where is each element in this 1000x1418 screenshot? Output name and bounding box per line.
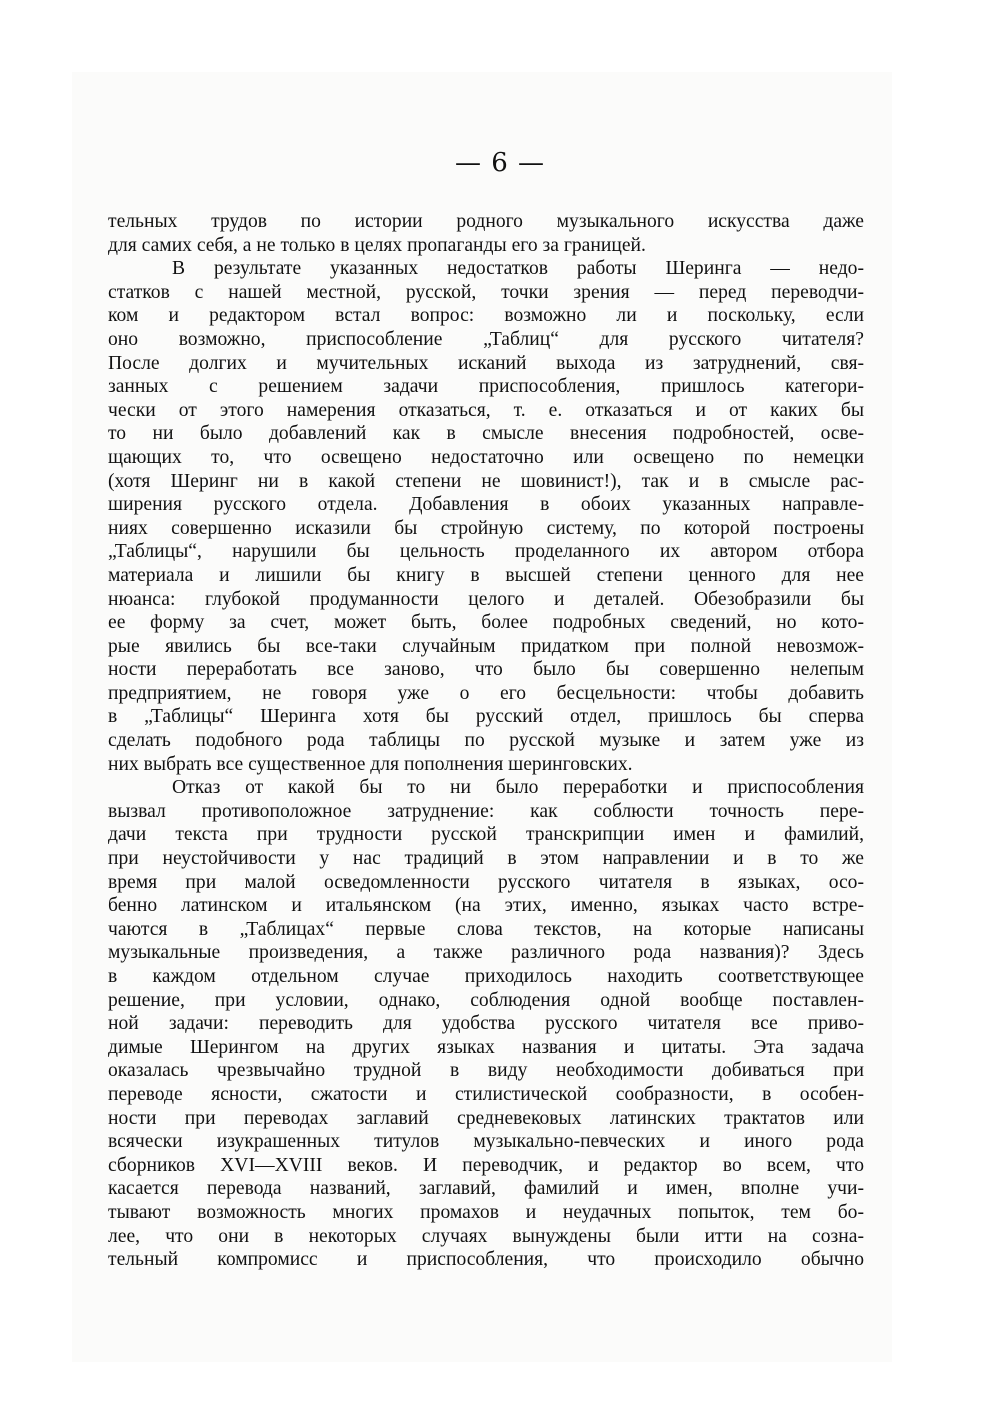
text-line: ниях совершенно исказили бы стройную систему, по которой построены <box>108 517 864 539</box>
text-line: чаются в „Таблицах“ первые слова текстов, на которые написаны <box>108 918 864 940</box>
text-line: то ни было добавлений как в смысле внесения подробностей, осве- <box>108 423 864 445</box>
text-line: вызвал противоположное затруднение: как соблюсти точность пере- <box>108 800 864 822</box>
text-line: предприятием, не говоря уже о его бесцельности: чтобы добавить <box>108 682 864 704</box>
text-line: ности переработать все заново, что было бы совершенно нелепым <box>108 659 864 681</box>
text-line: нюанса: глубокой продуманности целого и деталей. Обезобразили бы <box>108 588 864 610</box>
paragraph-first-line: В результате указанных недостатков работы Шеринга — недо- <box>172 258 864 280</box>
text-line: сделать подобного рода таблицы по русской музыке и затем уже из <box>108 730 864 752</box>
text-line: тывают возможность многих промахов и неудачных попыток, тем бо- <box>108 1201 864 1223</box>
text-line: статков с нашей местной, русской, точки зрения — перед переводчи- <box>108 281 864 303</box>
text-line: ности при переводах заглавий средневековых латинских трактатов или <box>108 1107 864 1129</box>
paragraph-first-line: Отказ от какой бы то ни было переработки и приспособления <box>172 777 864 799</box>
text-line: касается перевода названий, заглавий, фамилий и имен, вполне учи- <box>108 1178 864 1200</box>
text-line: ком и редактором встал вопрос: возможно ли и поскольку, если <box>108 305 864 327</box>
text-line: занных с решением задачи приспособления, пришлось категори- <box>108 376 864 398</box>
text-line: щающих то, что освещено недостаточно или освещено по немецки <box>108 446 864 468</box>
text-line: оказалась чрезвычайно трудной в виду необходимости добиваться при <box>108 1060 864 1082</box>
text-line: тельных трудов по истории родного музыкального искусства даже <box>108 211 864 232</box>
text-line: ширения русского отдела. Добавления в обоих указанных направле- <box>108 494 864 516</box>
text-line: ее форму за счет, может быть, более подробных сведений, но кото- <box>108 612 864 634</box>
text-line: всячески изукрашенных титулов музыкально-певческих и иного рода <box>108 1131 864 1153</box>
text-line: рые явились бы все-таки случайным придатком при полной невозмож- <box>108 635 864 657</box>
text-line: „Таблицы“, нарушили бы цельность проделанного их автором отбора <box>108 541 864 563</box>
text-line: тельный компромисс и приспособления, что происходило обычно <box>108 1249 864 1271</box>
text-line: них выбрать все существенное для пополнения шеринговских. <box>108 753 633 775</box>
text-line: в „Таблицы“ Шеринга хотя бы русский отдел, пришлось бы сперва <box>108 706 864 728</box>
text-line: для самих себя, а не только в целях пропаганды его за границей. <box>108 234 646 256</box>
text-line: в каждом отдельном случае приходилось находить соответствующее <box>108 966 864 987</box>
text-line: бенно латинском и итальянском (на этих, именно, языках часто встре- <box>108 895 864 917</box>
text-line: материала и лишили бы книгу в высшей степени ценного для нее <box>108 564 864 586</box>
text-line: при неустойчивости у нас традиций в этом направлении и в то же <box>108 848 864 870</box>
text-line: музыкальные произведения, а также различного рода названия)? Здесь <box>108 942 864 964</box>
text-line: дачи текста при трудности русской транскрипции имен и фамилий, <box>108 824 864 846</box>
text-line: чески от этого намерения отказаться, т. е. отказаться и от каких бы <box>108 399 864 421</box>
text-line: После долгих и мучительных исканий выхода из затруднений, свя- <box>108 352 864 374</box>
text-line: (хотя Шеринг ни в какой степени не шовинист!), так и в смысле рас- <box>108 470 864 492</box>
text-line: димые Шерингом на других языках названия и цитаты. Эта задача <box>108 1036 864 1058</box>
text-line: переводе ясности, сжатости и стилистической сообразности, в особен- <box>108 1083 864 1105</box>
text-line: решение, при условии, однако, соблюдения одной вообще поставлен- <box>108 989 864 1011</box>
text-line: время при малой осведомленности русского читателя в языках, осо- <box>108 871 864 893</box>
body-text <box>108 210 864 1272</box>
page-number: — 6 — <box>454 148 546 178</box>
text-line: ной задачи: переводить для удобства русского читателя все приво- <box>108 1013 864 1035</box>
text-line: сборников XVI—XVIII веков. И переводчик, и редактор во всем, что <box>108 1154 864 1176</box>
text-line: лее, что они в некоторых случаях вынуждены были итти на созна- <box>108 1225 864 1247</box>
text-line: оно возможно, приспособление „Таблиц“ для русского читателя? <box>108 328 864 350</box>
